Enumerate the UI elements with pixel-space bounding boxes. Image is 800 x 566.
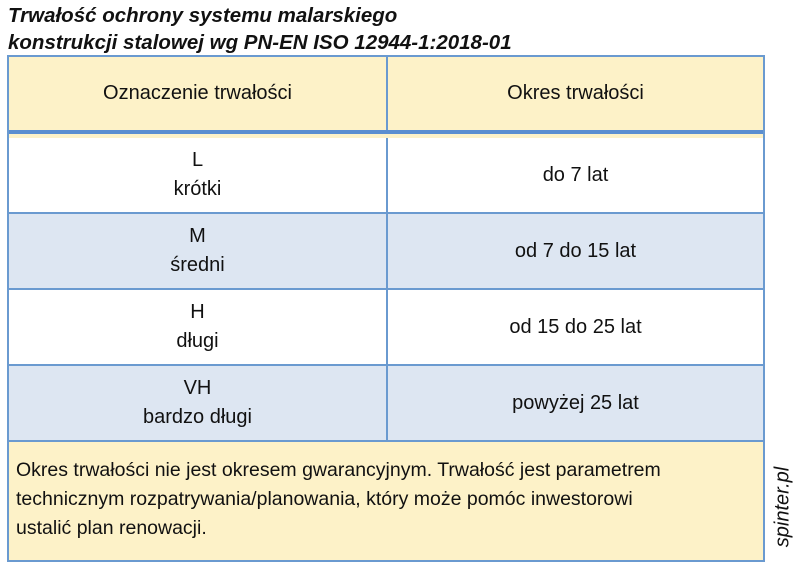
watermark-text: spinter.pl <box>771 466 794 548</box>
watermark <box>772 462 794 552</box>
header-period: Okres trwałości <box>507 82 644 104</box>
durability-code: M <box>189 225 206 247</box>
table-row <box>9 138 763 214</box>
durability-name: krótki <box>173 178 222 200</box>
note-line-1: Okres trwałości nie jest okresem gwarancyjnym. Trwałość jest parametrem <box>16 459 661 481</box>
note-line-3: ustalić plan renowacji. <box>16 517 207 539</box>
durability-name: średni <box>170 254 225 276</box>
designation-cell <box>9 290 388 364</box>
title-line-1: Trwałość ochrony systemu malarskiego <box>8 4 398 27</box>
designation-cell <box>9 214 388 288</box>
table-row <box>9 366 763 442</box>
note-text <box>9 442 763 560</box>
designation-cell <box>9 138 388 212</box>
header-designation: Oznaczenie trwałości <box>9 57 388 130</box>
table-header-row <box>9 57 763 134</box>
period-cell: do 7 lat <box>542 163 609 186</box>
durability-table <box>7 55 765 562</box>
note-line-2: technicznym rozpatrywania/planowania, który może pomóc inwestorowi <box>16 488 633 510</box>
period-cell: powyżej 25 lat <box>512 391 639 414</box>
durability-name: długi <box>176 330 219 352</box>
durability-code: L <box>191 149 204 171</box>
table-row <box>9 290 763 366</box>
table-row <box>9 214 763 290</box>
document-title <box>8 2 768 56</box>
period-cell: od 7 do 15 lat <box>514 239 637 262</box>
period-cell: od 15 do 25 lat <box>509 315 642 338</box>
durability-code: VH <box>183 377 212 399</box>
durability-code: H <box>190 301 205 323</box>
designation-cell <box>9 366 388 440</box>
durability-name: bardzo długi <box>143 406 252 428</box>
title-line-2: konstrukcji stalowej wg PN-EN ISO 12944-1:2018-01 <box>8 31 512 54</box>
